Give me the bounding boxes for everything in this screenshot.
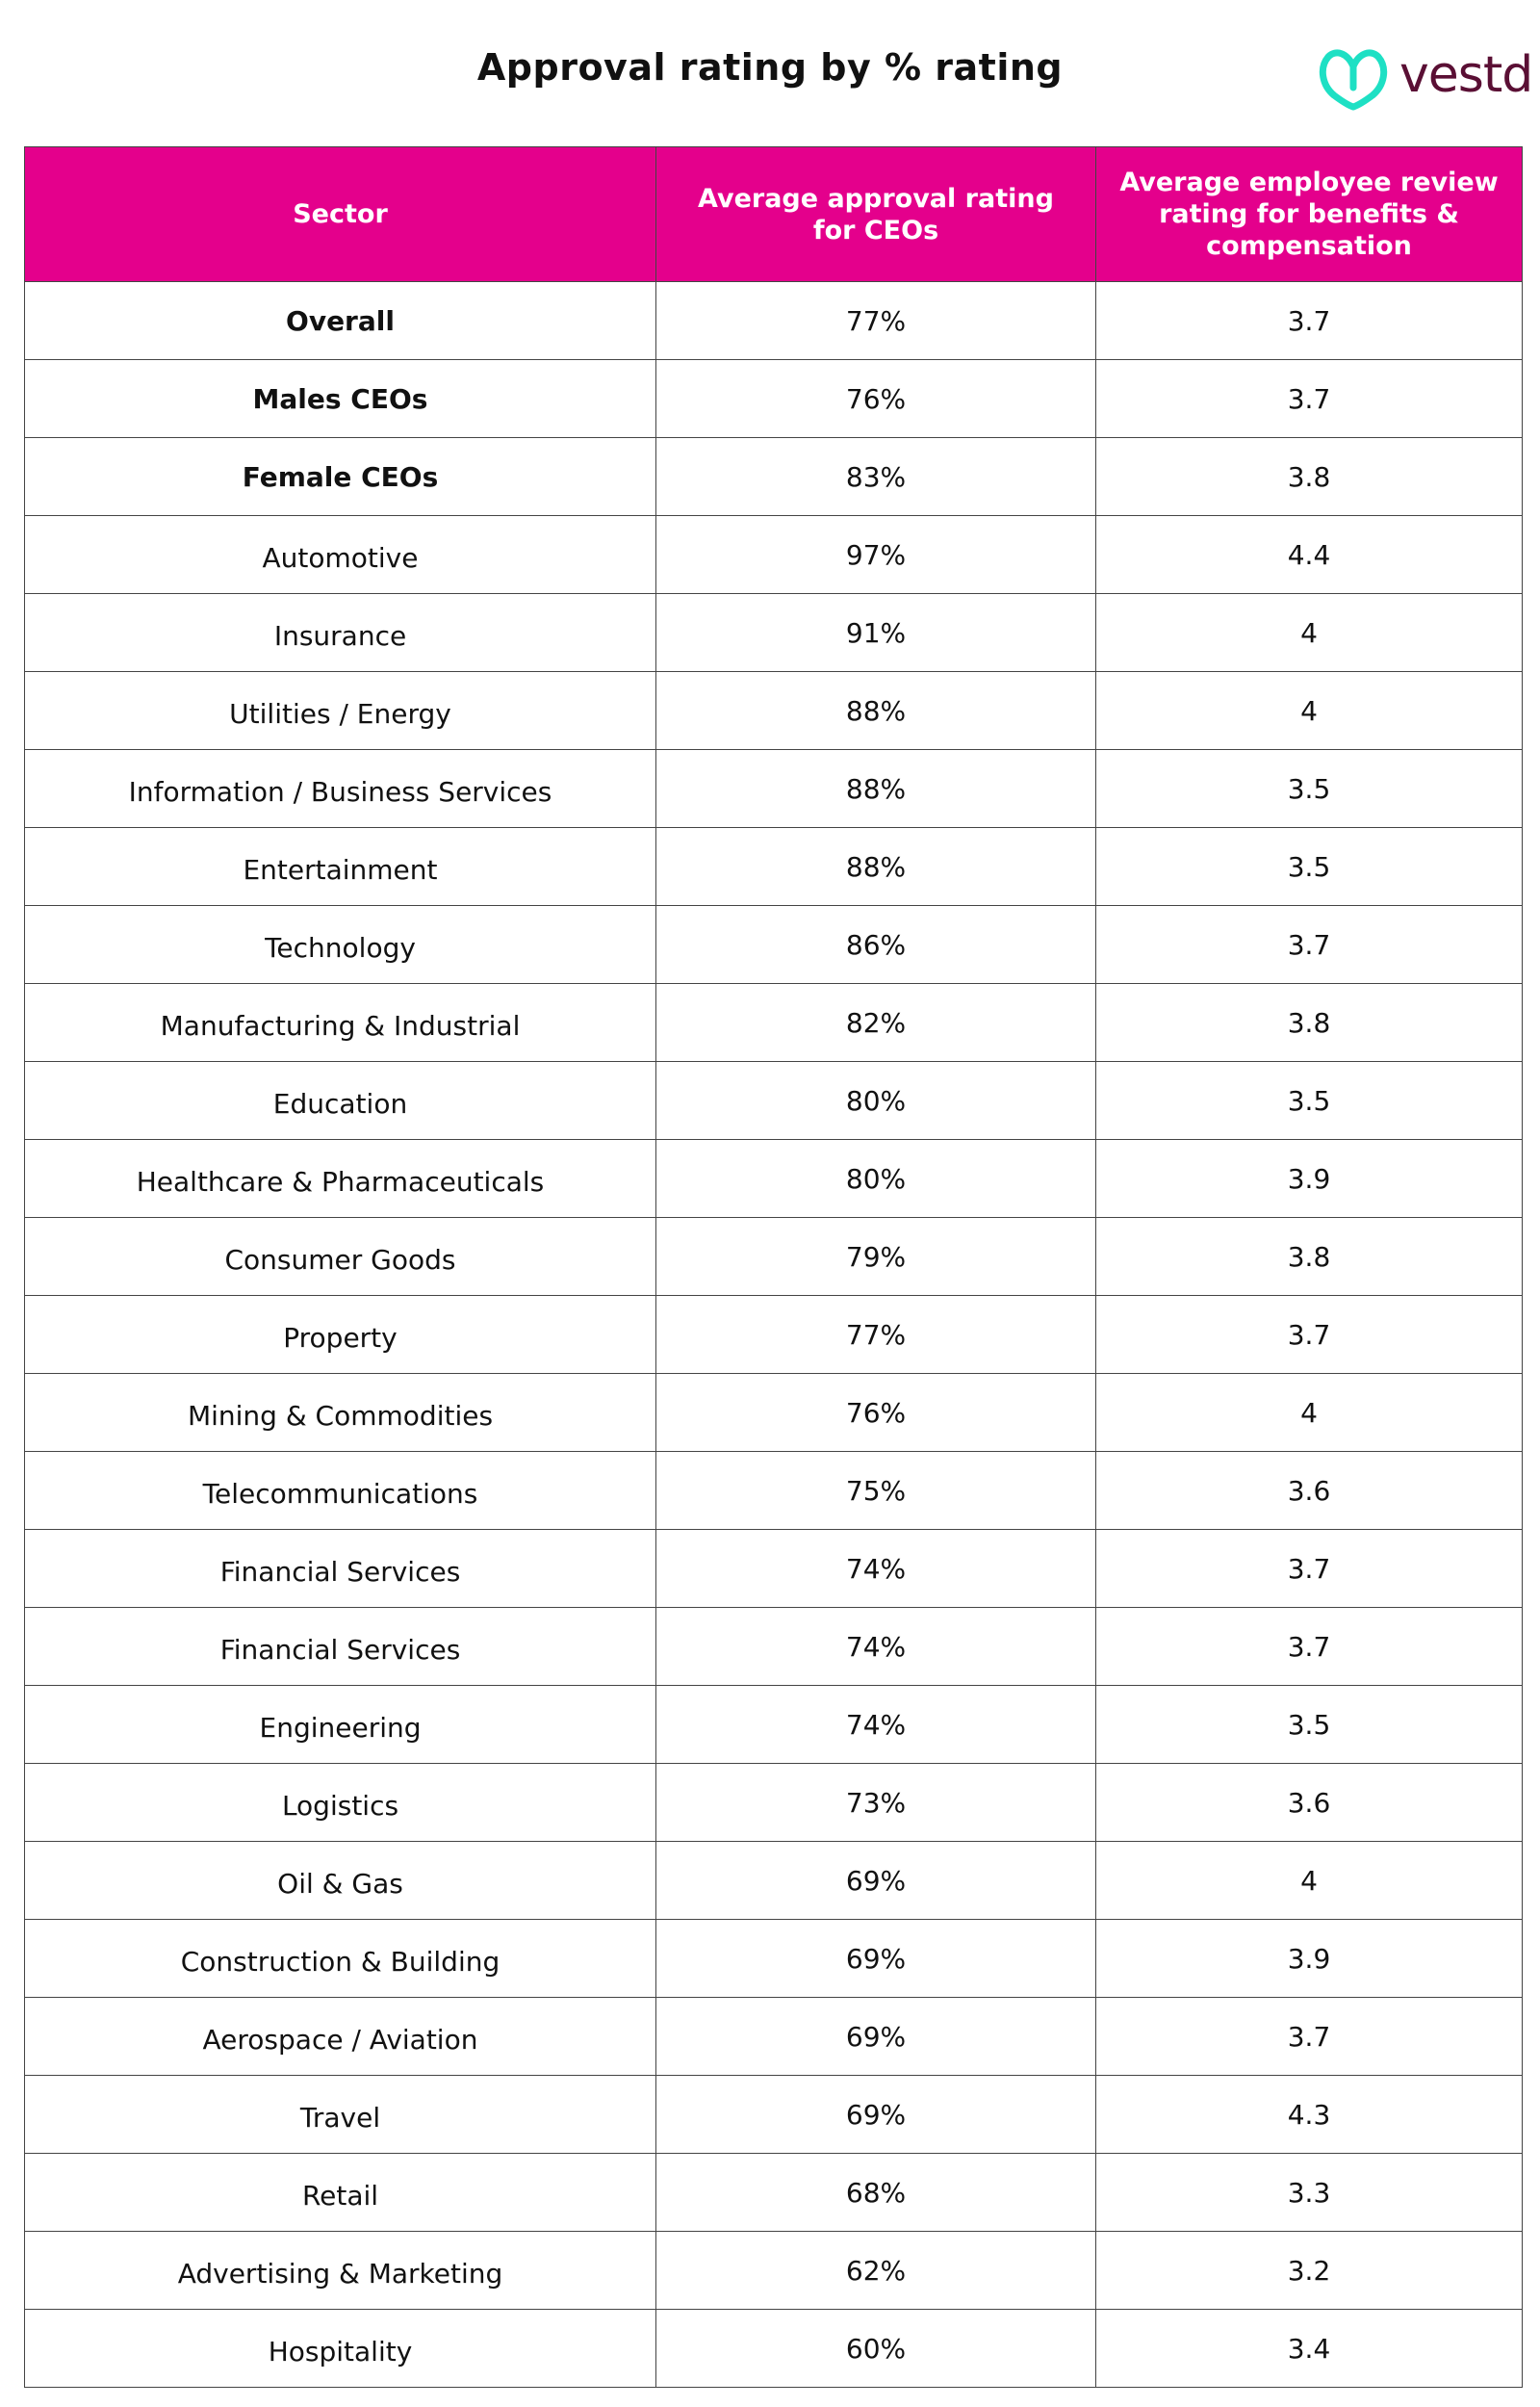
table-row (25, 2232, 1523, 2310)
sector-cell: Males CEOs (25, 360, 656, 438)
ceo-approval-cell: 88% (656, 672, 1096, 750)
ceo-approval-cell: 60% (656, 2310, 1096, 2388)
sector-cell: Healthcare & Pharmaceuticals (25, 1140, 656, 1218)
ceo-approval-cell: 80% (656, 1140, 1096, 1218)
table-row (25, 2076, 1523, 2154)
benefits-rating-cell: 3.3 (1096, 2154, 1523, 2232)
benefits-rating-cell: 3.5 (1096, 750, 1523, 828)
table-row (25, 1374, 1523, 1452)
page-title: Approval rating by % rating (476, 46, 1064, 89)
benefits-rating-cell: 3.5 (1096, 1062, 1523, 1140)
table-row (25, 1920, 1523, 1998)
sector-cell: Overall (25, 282, 656, 360)
table-row (25, 1842, 1523, 1920)
table-row (25, 1608, 1523, 1686)
sector-cell: Retail (25, 2154, 656, 2232)
vestd-logo-icon (1315, 39, 1392, 111)
sector-cell: Oil & Gas (25, 1842, 656, 1920)
benefits-rating-cell: 3.7 (1096, 1608, 1523, 1686)
benefits-rating-cell: 3.8 (1096, 984, 1523, 1062)
table-row (25, 1998, 1523, 2076)
ceo-approval-cell: 69% (656, 2076, 1096, 2154)
benefits-rating-cell: 3.7 (1096, 1530, 1523, 1608)
ceo-approval-cell: 73% (656, 1764, 1096, 1842)
sector-cell: Insurance (25, 594, 656, 672)
ceo-approval-cell: 77% (656, 1296, 1096, 1374)
column-header-ceo-approval: Average approval rating for CEOs (656, 147, 1096, 282)
table-row (25, 2154, 1523, 2232)
ceo-approval-cell: 77% (656, 282, 1096, 360)
benefits-rating-cell: 4 (1096, 672, 1523, 750)
sector-cell: Automotive (25, 516, 656, 594)
ceo-approval-cell: 69% (656, 1842, 1096, 1920)
benefits-rating-cell: 3.2 (1096, 2232, 1523, 2310)
benefits-rating-cell: 3.7 (1096, 1998, 1523, 2076)
sector-cell: Female CEOs (25, 438, 656, 516)
sector-cell: Logistics (25, 1764, 656, 1842)
benefits-rating-cell: 3.4 (1096, 2310, 1523, 2388)
sector-cell: Mining & Commodities (25, 1374, 656, 1452)
sector-cell: Property (25, 1296, 656, 1374)
table-row (25, 1062, 1523, 1140)
ceo-approval-cell: 88% (656, 750, 1096, 828)
brand-logo (1315, 37, 1532, 114)
table-row (25, 594, 1523, 672)
benefits-rating-cell: 3.5 (1096, 1686, 1523, 1764)
ceo-approval-cell: 76% (656, 1374, 1096, 1452)
table-body (25, 282, 1523, 2388)
sector-cell: Manufacturing & Industrial (25, 984, 656, 1062)
ceo-approval-cell: 74% (656, 1686, 1096, 1764)
benefits-rating-cell: 4 (1096, 594, 1523, 672)
table-header-row (25, 147, 1523, 282)
sector-cell: Financial Services (25, 1608, 656, 1686)
ceo-approval-cell: 74% (656, 1608, 1096, 1686)
table-row (25, 906, 1523, 984)
benefits-rating-cell: 4 (1096, 1842, 1523, 1920)
table-row (25, 1530, 1523, 1608)
benefits-rating-cell: 4.3 (1096, 2076, 1523, 2154)
sector-cell: Technology (25, 906, 656, 984)
sector-cell: Utilities / Energy (25, 672, 656, 750)
benefits-rating-cell: 4.4 (1096, 516, 1523, 594)
benefits-rating-cell: 3.6 (1096, 1764, 1523, 1842)
table-row (25, 282, 1523, 360)
table-row (25, 1140, 1523, 1218)
benefits-rating-cell: 3.9 (1096, 1140, 1523, 1218)
benefits-rating-cell: 3.7 (1096, 906, 1523, 984)
ceo-approval-cell: 74% (656, 1530, 1096, 1608)
table-row (25, 438, 1523, 516)
table-row (25, 1686, 1523, 1764)
table-row (25, 1296, 1523, 1374)
table-row (25, 1764, 1523, 1842)
benefits-rating-cell: 3.9 (1096, 1920, 1523, 1998)
sector-cell: Education (25, 1062, 656, 1140)
sector-cell: Aerospace / Aviation (25, 1998, 656, 2076)
benefits-rating-cell: 3.7 (1096, 1296, 1523, 1374)
ceo-approval-cell: 91% (656, 594, 1096, 672)
approval-table (24, 146, 1523, 2388)
sector-cell: Construction & Building (25, 1920, 656, 1998)
table-row (25, 2310, 1523, 2388)
ceo-approval-cell: 68% (656, 2154, 1096, 2232)
table-row (25, 828, 1523, 906)
benefits-rating-cell: 3.7 (1096, 360, 1523, 438)
ceo-approval-cell: 69% (656, 1920, 1096, 1998)
ceo-approval-cell: 80% (656, 1062, 1096, 1140)
benefits-rating-cell: 3.8 (1096, 438, 1523, 516)
sector-cell: Entertainment (25, 828, 656, 906)
table-row (25, 750, 1523, 828)
sector-cell: Travel (25, 2076, 656, 2154)
ceo-approval-cell: 88% (656, 828, 1096, 906)
column-header-sector: Sector (25, 147, 656, 282)
table-row (25, 516, 1523, 594)
benefits-rating-cell: 3.7 (1096, 282, 1523, 360)
table-row (25, 672, 1523, 750)
column-header-benefits-rating: Average employee review rating for benefits & compensation (1096, 147, 1523, 282)
table-row (25, 1218, 1523, 1296)
benefits-rating-cell: 3.5 (1096, 828, 1523, 906)
sector-cell: Information / Business Services (25, 750, 656, 828)
sector-cell: Financial Services (25, 1530, 656, 1608)
brand-wordmark: vestd (1399, 46, 1533, 104)
table-row (25, 360, 1523, 438)
sector-cell: Hospitality (25, 2310, 656, 2388)
ceo-approval-cell: 75% (656, 1452, 1096, 1530)
ceo-approval-cell: 86% (656, 906, 1096, 984)
ceo-approval-cell: 76% (656, 360, 1096, 438)
table-row (25, 1452, 1523, 1530)
benefits-rating-cell: 4 (1096, 1374, 1523, 1452)
table-row (25, 984, 1523, 1062)
ceo-approval-cell: 69% (656, 1998, 1096, 2076)
ceo-approval-cell: 62% (656, 2232, 1096, 2310)
benefits-rating-cell: 3.8 (1096, 1218, 1523, 1296)
sector-cell: Advertising & Marketing (25, 2232, 656, 2310)
sector-cell: Telecommunications (25, 1452, 656, 1530)
ceo-approval-cell: 97% (656, 516, 1096, 594)
ceo-approval-cell: 83% (656, 438, 1096, 516)
sector-cell: Engineering (25, 1686, 656, 1764)
ceo-approval-cell: 82% (656, 984, 1096, 1062)
sector-cell: Consumer Goods (25, 1218, 656, 1296)
benefits-rating-cell: 3.6 (1096, 1452, 1523, 1530)
ceo-approval-cell: 79% (656, 1218, 1096, 1296)
